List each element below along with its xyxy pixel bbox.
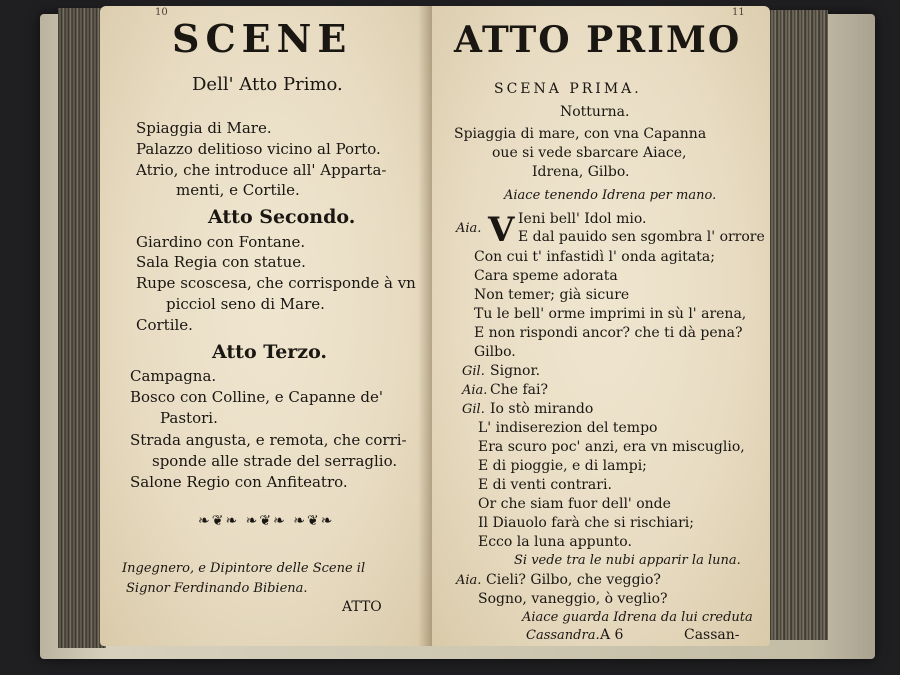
speaker: Aia. <box>456 221 482 236</box>
verse-line: Gilbo. <box>474 344 516 360</box>
scene-item: Campagna. <box>130 367 217 385</box>
scene-item: Sala Regia con statue. <box>136 253 306 271</box>
verse-line: Signor. <box>490 363 541 379</box>
scene-item: Rupe scoscesa, che corrisponde à vn <box>136 274 416 292</box>
ornament: ❧❦❧ ❧❦❧ ❧❦❧ <box>198 513 335 529</box>
scene-item: Spiaggia di Mare. <box>136 119 272 137</box>
drop-cap: V <box>488 210 515 250</box>
scene-item: sponde alle strade del serraglio. <box>152 452 398 470</box>
page-number: 11 <box>732 7 745 18</box>
scene-item: Atrio, che introduce all' Apparta- <box>136 161 387 179</box>
setting-line: Spiaggia di mare, con vna Capanna <box>454 126 707 142</box>
verse-line: Cara speme adorata <box>474 268 618 284</box>
verse-line: Con cui t' infastidì l' onda agitata; <box>474 249 715 265</box>
act-heading: Atto Secondo. <box>208 206 356 228</box>
verse-line: Che fai? <box>490 382 548 398</box>
verse-line: Non temer; già sicure <box>474 287 630 303</box>
speaker: Aia. <box>456 573 482 588</box>
scene-heading: SCENA PRIMA. <box>494 81 642 97</box>
verse-line: Io stò mirando <box>490 401 594 417</box>
page-subtitle: Dell' Atto Primo. <box>192 74 343 95</box>
verse-line: E non rispondi ancor? che ti dà pena? <box>474 325 743 341</box>
verse-line: Cieli? Gilbo, che veggio? <box>486 572 661 588</box>
stage-direction: Si vede tra le nubi apparir la luna. <box>514 553 741 568</box>
stage-direction: Aiace guarda Idrena da lui creduta <box>522 610 753 625</box>
act-heading: Atto Terzo. <box>212 341 328 363</box>
right-page-edges <box>770 10 828 640</box>
verse-line: Tu le bell' orme imprimi in sù l' arena, <box>474 306 747 322</box>
page-number: 10 <box>155 7 168 18</box>
verse-line: E di venti contrari. <box>478 477 612 493</box>
verse-line: Ecco la luna appunto. <box>478 534 632 550</box>
scene-item: menti, e Cortile. <box>176 181 300 199</box>
scene-item: Giardino con Fontane. <box>136 233 306 251</box>
page-title: SCENE <box>172 16 353 61</box>
catchword: ATTO <box>342 599 382 615</box>
scene-item: Cortile. <box>136 316 193 334</box>
scene-time: Notturna. <box>560 104 630 120</box>
signature-mark: A 6 <box>600 627 624 643</box>
stage-direction: Aiace tenendo Idrena per mano. <box>504 188 717 203</box>
verse-line: Sogno, vaneggio, ò veglio? <box>478 591 668 607</box>
right-page <box>432 6 770 646</box>
verse-line: Or che siam fuor dell' onde <box>478 496 671 512</box>
left-page <box>100 6 433 646</box>
verse-line: L' indiserezion del tempo <box>478 420 658 436</box>
left-page-edges <box>58 8 106 648</box>
setting-line: Idrena, Gilbo. <box>532 164 630 180</box>
verse-line: E di pioggie, e di lampi; <box>478 458 647 474</box>
scene-item: Bosco con Colline, e Capanne de' <box>130 388 383 406</box>
scene-item: Palazzo delitioso vicino al Porto. <box>136 140 381 158</box>
catchword: Cassan- <box>684 627 740 643</box>
verse-line: Era scuro poc' anzi, era vn miscuglio, <box>478 439 745 455</box>
scene-item: Pastori. <box>160 409 218 427</box>
scene-item: Salone Regio con Anfiteatro. <box>130 473 348 491</box>
speaker: Aia. <box>462 383 488 398</box>
speaker: Gil. <box>462 364 485 379</box>
setting-line: oue si vede sbarcare Aiace, <box>492 145 687 161</box>
stage-direction: Cassandra. <box>526 628 600 643</box>
verse-line: E dal pauido sen sgombra l' orrore <box>518 229 765 245</box>
verse-line: Ieni bell' Idol mio. <box>518 211 647 227</box>
speaker: Gil. <box>462 402 485 417</box>
scene-item: picciol seno di Mare. <box>166 295 325 313</box>
scene-item: Strada angusta, e remota, che corri- <box>130 431 407 449</box>
credit-line: Ingegnero, e Dipintore delle Scene il <box>122 561 366 576</box>
verse-line: Il Diauolo farà che si rischiari; <box>478 515 694 531</box>
page-title: ATTO PRIMO <box>454 19 742 61</box>
credit-line: Signor Ferdinando Bibiena. <box>126 581 308 596</box>
